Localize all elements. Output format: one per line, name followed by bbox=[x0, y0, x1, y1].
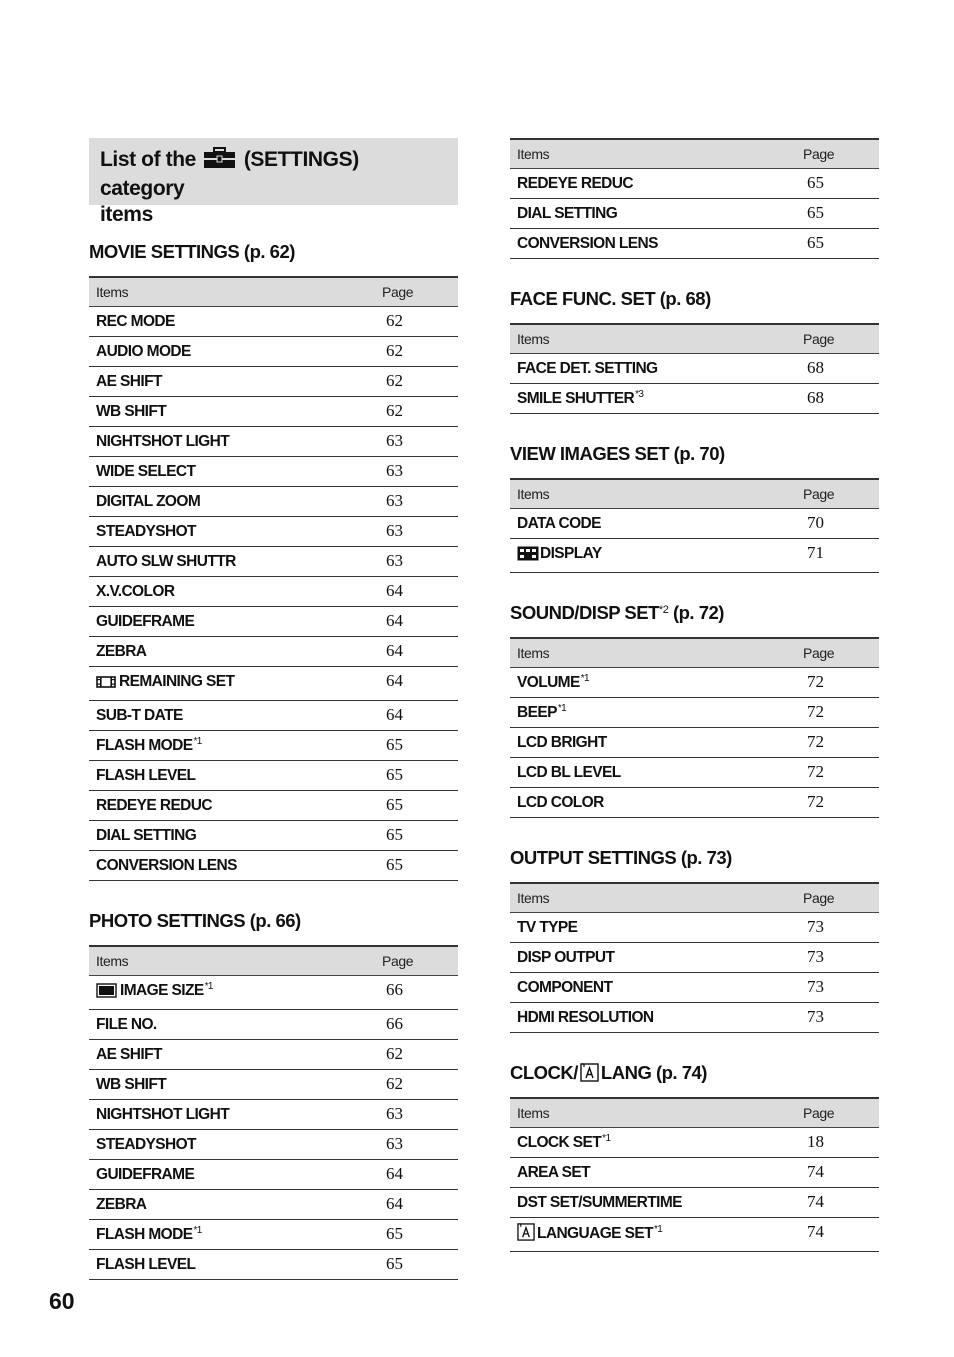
table-header-row bbox=[510, 1098, 879, 1128]
table-row bbox=[510, 973, 879, 1003]
items-column-header: Items bbox=[89, 946, 382, 976]
item-cell bbox=[89, 1220, 382, 1250]
item-page: 70 bbox=[803, 509, 879, 539]
output-settings-heading: OUTPUT SETTINGS (p. 73) bbox=[510, 847, 732, 868]
item-name: AUDIO MODE bbox=[89, 337, 382, 367]
table-row bbox=[89, 487, 458, 517]
table-header-row bbox=[510, 638, 879, 668]
item-name: TV TYPE bbox=[510, 913, 803, 943]
table-row bbox=[89, 397, 458, 427]
table-row bbox=[89, 1160, 458, 1190]
item-name: NIGHTSHOT LIGHT bbox=[89, 1100, 382, 1130]
item-name: WB SHIFT bbox=[89, 1070, 382, 1100]
item-page: 63 bbox=[382, 427, 458, 457]
clock-lang-heading-pre: CLOCK/ bbox=[510, 1062, 578, 1083]
clock-lang-table bbox=[510, 1097, 879, 1252]
footnote-mark: *1 bbox=[557, 702, 567, 714]
table-row bbox=[89, 821, 458, 851]
table-row bbox=[89, 427, 458, 457]
clock-lang-heading-post: LANG (p. 74) bbox=[600, 1062, 707, 1083]
page-column-header: Page bbox=[382, 277, 458, 307]
table-row bbox=[89, 731, 458, 761]
item-name: ZEBRA bbox=[89, 1190, 382, 1220]
item-page: 68 bbox=[803, 354, 879, 384]
item-name: FLASH LEVEL bbox=[89, 761, 382, 791]
table-row bbox=[510, 728, 879, 758]
table-row bbox=[510, 668, 879, 698]
item-name: VOLUME bbox=[517, 673, 580, 691]
items-column-header: Items bbox=[510, 638, 803, 668]
item-page: 74 bbox=[803, 1218, 879, 1252]
item-name: AREA SET bbox=[510, 1158, 803, 1188]
item-name: X.V.COLOR bbox=[89, 577, 382, 607]
photo-settings-heading: PHOTO SETTINGS (p. 66) bbox=[89, 910, 301, 931]
item-page: 72 bbox=[803, 758, 879, 788]
item-name: CONVERSION LENS bbox=[89, 851, 382, 881]
item-name: LCD COLOR bbox=[510, 788, 803, 818]
footnote-mark: *1 bbox=[580, 672, 589, 684]
item-name: IMAGE SIZE bbox=[120, 982, 204, 999]
item-name: CONVERSION LENS bbox=[510, 229, 803, 259]
table-row bbox=[510, 1128, 879, 1158]
table-header-row bbox=[510, 139, 879, 169]
table-row bbox=[89, 1100, 458, 1130]
table-row bbox=[89, 1010, 458, 1040]
items-column-header: Items bbox=[510, 479, 803, 509]
right-column bbox=[510, 138, 879, 1252]
items-column-header: Items bbox=[510, 324, 803, 354]
sound-disp-heading-ref: (p. 72) bbox=[668, 602, 724, 623]
page-column-header: Page bbox=[803, 883, 879, 913]
movie-settings-heading: MOVIE SETTINGS (p. 62) bbox=[89, 241, 295, 262]
item-cell bbox=[510, 698, 803, 728]
item-name: NIGHTSHOT LIGHT bbox=[89, 427, 382, 457]
table-row bbox=[89, 1130, 458, 1160]
item-name: FLASH MODE bbox=[96, 736, 193, 754]
table-row bbox=[89, 1040, 458, 1070]
item-page: 72 bbox=[803, 668, 879, 698]
item-page: 64 bbox=[382, 1160, 458, 1190]
item-name: STEADYSHOT bbox=[89, 1130, 382, 1160]
item-page: 65 bbox=[382, 1250, 458, 1280]
item-page: 65 bbox=[803, 229, 879, 259]
item-page: 65 bbox=[382, 1220, 458, 1250]
table-header-row bbox=[510, 479, 879, 509]
table-row bbox=[510, 199, 879, 229]
language-icon bbox=[517, 1223, 535, 1246]
item-name: BEEP bbox=[517, 703, 557, 721]
item-page: 65 bbox=[803, 199, 879, 229]
item-page: 65 bbox=[382, 821, 458, 851]
item-page: 62 bbox=[382, 337, 458, 367]
table-row bbox=[89, 577, 458, 607]
item-page: 64 bbox=[382, 607, 458, 637]
table-row bbox=[89, 761, 458, 791]
item-cell bbox=[510, 539, 803, 573]
footnote-mark: *1 bbox=[193, 735, 202, 747]
sound-disp-heading bbox=[510, 600, 879, 626]
view-images-heading: VIEW IMAGES SET (p. 70) bbox=[510, 443, 725, 464]
page-number: 60 bbox=[49, 1288, 75, 1314]
item-page: 64 bbox=[382, 577, 458, 607]
table-row bbox=[510, 354, 879, 384]
face-func-heading: FACE FUNC. SET (p. 68) bbox=[510, 288, 711, 309]
footnote-mark: *1 bbox=[653, 1224, 663, 1235]
item-name: ZEBRA bbox=[89, 637, 382, 667]
table-row bbox=[89, 1070, 458, 1100]
item-name: LCD BL LEVEL bbox=[510, 758, 803, 788]
item-page: 68 bbox=[803, 384, 879, 414]
image-size-icon bbox=[96, 983, 117, 1003]
items-column-header: Items bbox=[510, 883, 803, 913]
index-display-icon bbox=[517, 546, 539, 566]
item-page: 62 bbox=[382, 367, 458, 397]
item-name: CLOCK SET bbox=[517, 1133, 602, 1151]
item-page: 72 bbox=[803, 698, 879, 728]
item-name: HDMI RESOLUTION bbox=[510, 1003, 803, 1033]
movie-settings-table bbox=[89, 276, 458, 881]
item-page: 18 bbox=[803, 1128, 879, 1158]
items-column-header: Items bbox=[510, 1098, 803, 1128]
view-images-table bbox=[510, 478, 879, 573]
sound-disp-table bbox=[510, 637, 879, 818]
item-name: DST SET/SUMMERTIME bbox=[510, 1188, 803, 1218]
item-name: AE SHIFT bbox=[89, 367, 382, 397]
item-cell bbox=[510, 1128, 803, 1158]
item-page: 62 bbox=[382, 1070, 458, 1100]
film-frame-icon bbox=[96, 675, 116, 694]
table-row bbox=[89, 337, 458, 367]
table-row bbox=[510, 1003, 879, 1033]
table-row bbox=[89, 307, 458, 337]
table-row bbox=[89, 1250, 458, 1280]
item-page: 71 bbox=[803, 539, 879, 573]
table-row bbox=[89, 547, 458, 577]
page-column-header: Page bbox=[382, 946, 458, 976]
table-row bbox=[510, 788, 879, 818]
table-row bbox=[89, 791, 458, 821]
item-page: 62 bbox=[382, 1040, 458, 1070]
title-suffix: (SETTINGS) category bbox=[100, 148, 359, 200]
item-name: LCD BRIGHT bbox=[510, 728, 803, 758]
page-column-header: Page bbox=[803, 479, 879, 509]
item-cell bbox=[89, 731, 382, 761]
table-row bbox=[510, 943, 879, 973]
item-page: 66 bbox=[382, 976, 458, 1010]
item-name: DISP OUTPUT bbox=[510, 943, 803, 973]
item-name: AUTO SLW SHUTTR bbox=[89, 547, 382, 577]
item-page: 62 bbox=[382, 307, 458, 337]
footnote-mark: *1 bbox=[602, 1132, 611, 1144]
item-cell bbox=[89, 667, 382, 701]
item-name: REDEYE REDUC bbox=[510, 169, 803, 199]
item-page: 65 bbox=[382, 791, 458, 821]
footnote-mark: *3 bbox=[635, 388, 644, 400]
table-header-row bbox=[89, 277, 458, 307]
page-column-header: Page bbox=[803, 139, 879, 169]
table-row bbox=[510, 509, 879, 539]
page-title bbox=[89, 138, 458, 226]
table-row bbox=[510, 169, 879, 199]
page-column-header: Page bbox=[803, 638, 879, 668]
item-page: 65 bbox=[382, 731, 458, 761]
item-name: STEADYSHOT bbox=[89, 517, 382, 547]
item-page: 62 bbox=[382, 397, 458, 427]
item-cell bbox=[89, 976, 382, 1010]
item-name: LANGUAGE SET bbox=[537, 1225, 653, 1242]
item-page: 72 bbox=[803, 788, 879, 818]
item-name: AE SHIFT bbox=[89, 1040, 382, 1070]
table-row bbox=[510, 758, 879, 788]
table-row bbox=[89, 1190, 458, 1220]
footnote-mark: *1 bbox=[193, 1224, 202, 1236]
item-cell bbox=[510, 1218, 803, 1252]
item-name: FLASH LEVEL bbox=[89, 1250, 382, 1280]
table-row bbox=[89, 1220, 458, 1250]
table-row bbox=[510, 1158, 879, 1188]
item-page: 63 bbox=[382, 487, 458, 517]
item-page: 73 bbox=[803, 913, 879, 943]
table-row bbox=[89, 851, 458, 881]
item-name: WB SHIFT bbox=[89, 397, 382, 427]
item-page: 64 bbox=[382, 1190, 458, 1220]
table-row bbox=[89, 976, 458, 1010]
items-column-header: Items bbox=[510, 139, 803, 169]
item-name: DISPLAY bbox=[540, 545, 602, 562]
item-name: SMILE SHUTTER bbox=[517, 389, 635, 407]
item-page: 63 bbox=[382, 547, 458, 577]
item-cell bbox=[510, 384, 803, 414]
item-name: WIDE SELECT bbox=[89, 457, 382, 487]
photo-settings-table bbox=[89, 945, 458, 1280]
item-page: 66 bbox=[382, 1010, 458, 1040]
title-line2: items bbox=[100, 203, 153, 226]
item-name: DIAL SETTING bbox=[510, 199, 803, 229]
table-row bbox=[510, 1218, 879, 1252]
item-cell bbox=[510, 668, 803, 698]
output-settings-table bbox=[510, 882, 879, 1033]
footnote-mark: *2 bbox=[658, 604, 669, 616]
table-header-row bbox=[510, 324, 879, 354]
page-column-header: Page bbox=[803, 1098, 879, 1128]
item-page: 74 bbox=[803, 1188, 879, 1218]
table-header-row bbox=[510, 883, 879, 913]
item-page: 73 bbox=[803, 943, 879, 973]
table-row bbox=[510, 1188, 879, 1218]
table-row bbox=[510, 913, 879, 943]
settings-toolbox-icon bbox=[203, 147, 236, 176]
table-row bbox=[89, 701, 458, 731]
table-row bbox=[89, 457, 458, 487]
language-icon bbox=[580, 1063, 599, 1089]
item-name: REC MODE bbox=[89, 307, 382, 337]
table-header-row bbox=[89, 946, 458, 976]
page-column-header: Page bbox=[803, 324, 879, 354]
item-name: SUB-T DATE bbox=[89, 701, 382, 731]
item-name: GUIDEFRAME bbox=[89, 1160, 382, 1190]
table-row bbox=[510, 698, 879, 728]
sound-disp-heading-main: SOUND/DISP SET bbox=[510, 602, 659, 623]
item-page: 64 bbox=[382, 701, 458, 731]
item-page: 73 bbox=[803, 1003, 879, 1033]
footnote-mark: *1 bbox=[204, 981, 213, 992]
table-row bbox=[89, 667, 458, 701]
item-name: DIGITAL ZOOM bbox=[89, 487, 382, 517]
item-page: 73 bbox=[803, 973, 879, 1003]
item-name: FILE NO. bbox=[89, 1010, 382, 1040]
photo-settings-continued-table bbox=[510, 138, 879, 259]
table-row bbox=[89, 367, 458, 397]
item-page: 64 bbox=[382, 667, 458, 701]
table-row bbox=[510, 539, 879, 573]
title-prefix: List of the bbox=[100, 148, 196, 171]
item-page: 64 bbox=[382, 637, 458, 667]
item-page: 63 bbox=[382, 457, 458, 487]
table-row bbox=[89, 607, 458, 637]
item-page: 63 bbox=[382, 517, 458, 547]
item-page: 72 bbox=[803, 728, 879, 758]
left-column bbox=[89, 138, 458, 1280]
item-name: REDEYE REDUC bbox=[89, 791, 382, 821]
table-row bbox=[89, 517, 458, 547]
item-page: 63 bbox=[382, 1130, 458, 1160]
item-name: DATA CODE bbox=[510, 509, 803, 539]
item-page: 65 bbox=[382, 761, 458, 791]
table-row bbox=[510, 384, 879, 414]
item-name: GUIDEFRAME bbox=[89, 607, 382, 637]
face-func-table bbox=[510, 323, 879, 414]
item-name: FACE DET. SETTING bbox=[510, 354, 803, 384]
item-page: 65 bbox=[803, 169, 879, 199]
items-column-header: Items bbox=[89, 277, 382, 307]
item-name: DIAL SETTING bbox=[89, 821, 382, 851]
item-name: COMPONENT bbox=[510, 973, 803, 1003]
item-page: 74 bbox=[803, 1158, 879, 1188]
item-name: REMAINING SET bbox=[119, 673, 235, 690]
clock-lang-heading bbox=[510, 1060, 879, 1086]
table-row bbox=[89, 637, 458, 667]
item-page: 63 bbox=[382, 1100, 458, 1130]
table-row bbox=[510, 229, 879, 259]
item-name: FLASH MODE bbox=[96, 1225, 193, 1243]
item-page: 65 bbox=[382, 851, 458, 881]
